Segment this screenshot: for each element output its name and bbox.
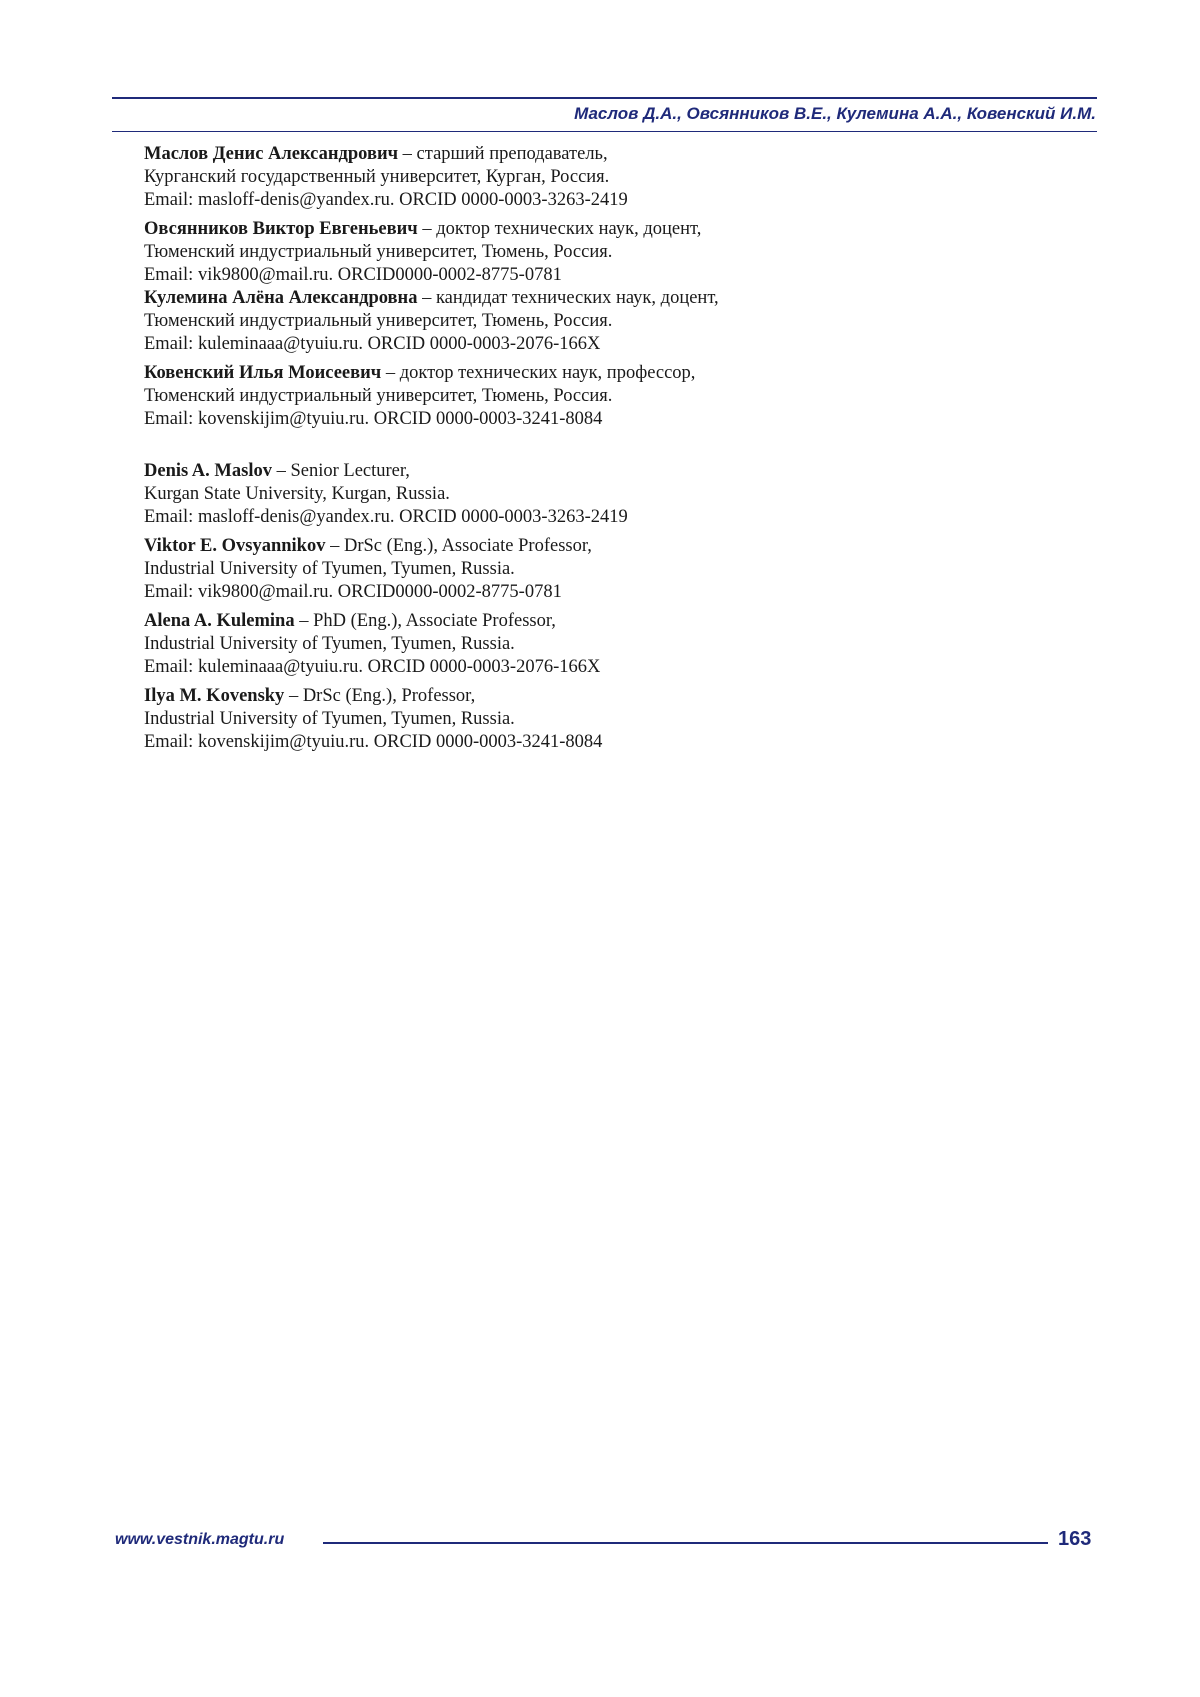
author-contact: Email: masloff-denis@yandex.ru. ORCID 0000-0003-3263-2419 bbox=[144, 190, 628, 210]
author-title: – PhD (Eng.), Associate Professor, bbox=[294, 611, 556, 631]
author-title: – кандидат технических наук, доцент, bbox=[417, 288, 719, 308]
author-contact: Email: kovenskijim@tyuiu.ru. ORCID 0000-0003-3241-8084 bbox=[144, 409, 603, 429]
author-entry-en-2 bbox=[144, 535, 1084, 604]
author-affiliation: Kurgan State University, Kurgan, Russia. bbox=[144, 484, 450, 504]
author-affiliation: Industrial University of Tyumen, Tyumen, Russia. bbox=[144, 709, 515, 729]
section-gap bbox=[144, 437, 1084, 460]
author-affiliation: Курганский государственный университет, Курган, Россия. bbox=[144, 167, 610, 187]
author-name: Кулемина Алёна Александровна bbox=[144, 288, 418, 308]
author-entry-ru-4 bbox=[144, 362, 1084, 431]
author-entry-en-4 bbox=[144, 685, 1084, 754]
author-name: Ковенский Илья Моисеевич bbox=[144, 363, 382, 383]
author-affiliation: Тюменский индустриальный университет, Тюмень, Россия. bbox=[144, 311, 613, 331]
author-contact: Email: kuleminaaa@tyuiu.ru. ORCID 0000-0003-2076-166X bbox=[144, 334, 601, 354]
author-contact: Email: masloff-denis@yandex.ru. ORCID 0000-0003-3263-2419 bbox=[144, 507, 628, 527]
author-name: Alena A. Kulemina bbox=[144, 611, 295, 631]
author-affiliation: Тюменский индустриальный университет, Тюмень, Россия. bbox=[144, 386, 613, 406]
author-title: – Senior Lecturer, bbox=[271, 461, 410, 481]
author-name: Ilya M. Kovensky bbox=[144, 686, 285, 706]
author-name: Овсянников Виктор Евгеньевич bbox=[144, 219, 418, 239]
footer-journal-url: www.vestnik.magtu.ru bbox=[115, 1531, 285, 1548]
running-header-authors: Маслов Д.А., Овсянников В.Е., Кулемина А.А., Ковенский И.М. bbox=[574, 104, 1096, 123]
author-affiliation: Industrial University of Tyumen, Tyumen, Russia. bbox=[144, 634, 515, 654]
author-name: Маслов Денис Александрович bbox=[144, 144, 399, 164]
author-contact: Email: vik9800@mail.ru. ORCID0000-0002-8775-0781 bbox=[144, 265, 562, 285]
author-name: Denis A. Maslov bbox=[144, 461, 272, 481]
header-top-rule bbox=[112, 97, 1097, 99]
author-title: – доктор технических наук, профессор, bbox=[381, 363, 696, 383]
author-entry-ru-2 bbox=[144, 218, 1084, 287]
author-title: – старший преподаватель, bbox=[398, 144, 608, 164]
author-title: – доктор технических наук, доцент, bbox=[417, 219, 702, 239]
author-entry-ru-1 bbox=[144, 143, 1084, 212]
author-title: – DrSc (Eng.), Associate Professor, bbox=[325, 536, 592, 556]
author-title: – DrSc (Eng.), Professor, bbox=[284, 686, 476, 706]
author-info-section bbox=[144, 143, 1084, 760]
author-affiliation: Тюменский индустриальный университет, Тюмень, Россия. bbox=[144, 242, 613, 262]
author-name: Viktor E. Ovsyannikov bbox=[144, 536, 326, 556]
author-contact: Email: vik9800@mail.ru. ORCID0000-0002-8775-0781 bbox=[144, 582, 562, 602]
author-contact: Email: kovenskijim@tyuiu.ru. ORCID 0000-0003-3241-8084 bbox=[144, 732, 603, 752]
footer-rule bbox=[323, 1542, 1048, 1544]
author-affiliation: Industrial University of Tyumen, Tyumen, Russia. bbox=[144, 559, 515, 579]
author-entry-ru-3 bbox=[144, 287, 1084, 356]
author-entry-en-3 bbox=[144, 610, 1084, 679]
page-number: 163 bbox=[1058, 1528, 1092, 1550]
header-bottom-rule bbox=[112, 131, 1097, 132]
author-contact: Email: kuleminaaa@tyuiu.ru. ORCID 0000-0003-2076-166X bbox=[144, 657, 601, 677]
author-entry-en-1 bbox=[144, 460, 1084, 529]
